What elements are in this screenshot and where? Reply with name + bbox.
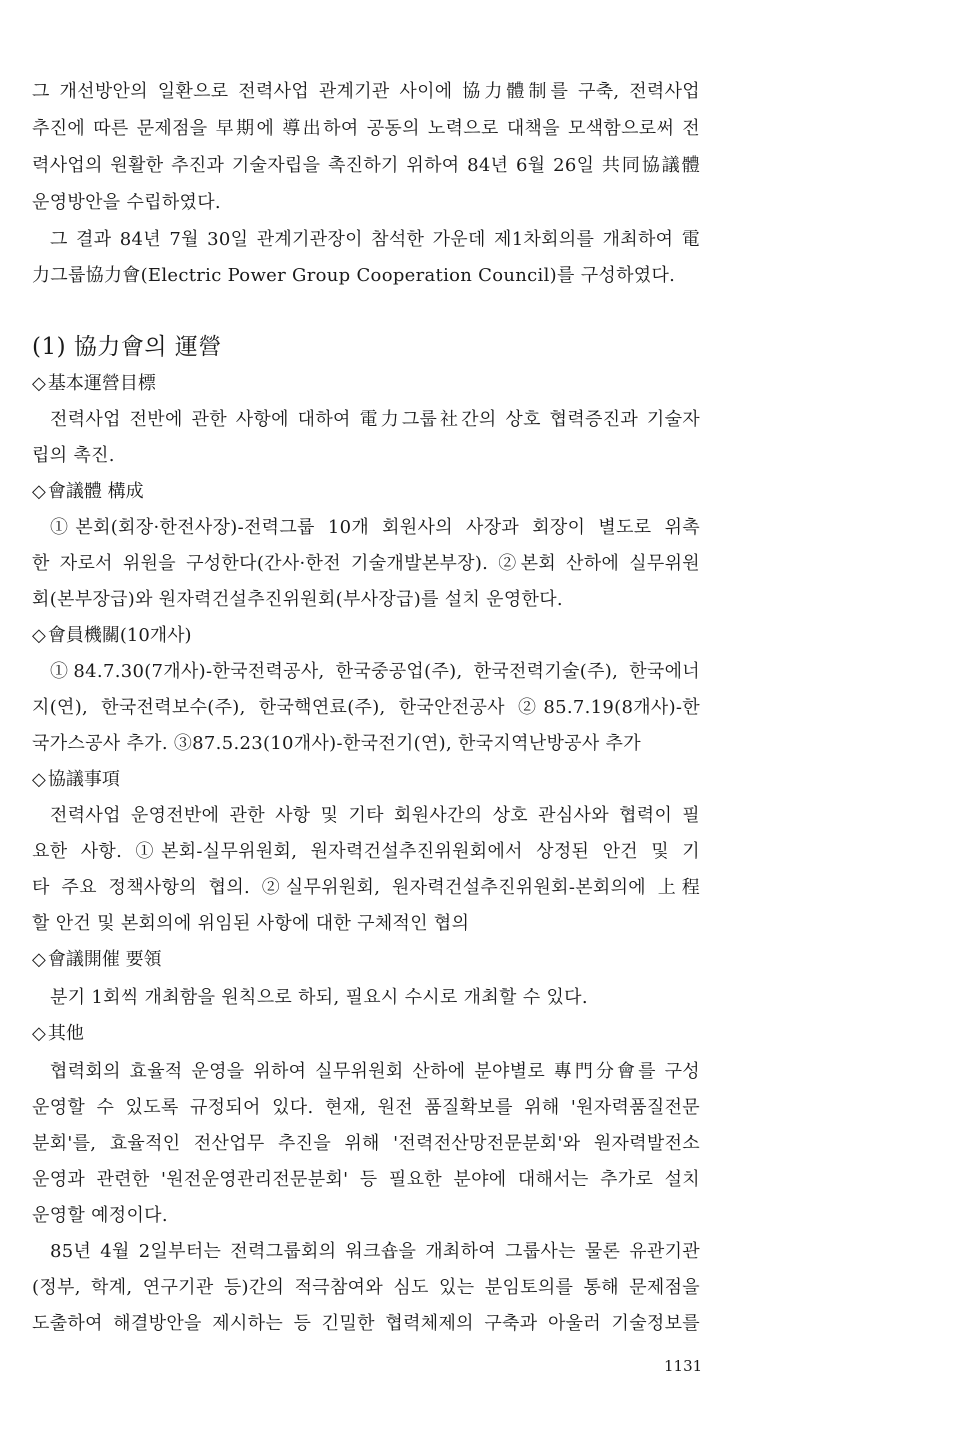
subsection-title xyxy=(32,480,144,504)
subsection-title-text: 協議事項 xyxy=(47,769,120,790)
diamond-icon: ◇ xyxy=(32,1023,46,1044)
body-text-line: 할 안건 및 본회의에 위임된 사항에 대한 구체적인 협의 xyxy=(32,913,470,934)
subsection-title-text: 會員機關(10개사) xyxy=(47,625,192,646)
page-number: 1131 xyxy=(664,1357,703,1375)
body-text-line: 추진에 따른 문제점을 早期에 導出하여 공동의 노력으로 대책을 모색함으로써 전 xyxy=(32,118,700,139)
body-text-line: 도출하여 해결방안을 제시하는 등 긴밀한 협력체제의 구축과 아울러 기술정보를 xyxy=(32,1313,700,1334)
section-heading: (1) 協力會의 運營 xyxy=(32,334,222,360)
subsection-title-text: 會議開催 要領 xyxy=(47,949,162,970)
body-text-line: 전력사업 전반에 관한 사항에 대하여 電力그룹社간의 상호 협력증진과 기술자 xyxy=(50,409,700,430)
body-text-line: 전력사업 운영전반에 관한 사항 및 기타 회원사간의 상호 관심사와 협력이 필 xyxy=(50,805,700,826)
body-text-line: 회(본부장급)와 원자력건설추진위원회(부사장급)를 설치 운영한다. xyxy=(32,589,563,610)
body-text-line: 운영과 관련한 '원전운영관리전문분회' 등 필요한 분야에 대해서는 추가로 설치 xyxy=(32,1169,700,1190)
subsection-title-text: 會議體 構成 xyxy=(47,481,144,502)
subsection-title-text: 基本運營目標 xyxy=(47,373,156,394)
subsection-title xyxy=(32,1022,84,1046)
body-text-line: (정부, 학계, 연구기관 등)간의 적극참여와 심도 있는 분임토의를 통해 문제점을 xyxy=(32,1277,700,1298)
body-text-line: 분기 1회씩 개최함을 원칙으로 하되, 필요시 수시로 개최할 수 있다. xyxy=(50,987,588,1008)
subsection-title-text: 其他 xyxy=(47,1023,84,1044)
body-text-line: 그 결과 84년 7월 30일 관계기관장이 참석한 가운데 제1차회의를 개최하여 電 xyxy=(50,229,700,250)
body-text-line: 분회'를, 효율적인 전산업무 추진을 위해 '전력전산망전문분회'와 원자력발전소 xyxy=(32,1133,700,1154)
subsection-title xyxy=(32,768,120,792)
diamond-icon: ◇ xyxy=(32,625,46,646)
body-text-line: 국가스공사 추가. ③87.5.23(10개사)-한국전기(연), 한국지역난방공사 추가 xyxy=(32,733,641,754)
body-text-line: 지(연), 한국전력보수(주), 한국핵연료(주), 한국안전공사 ②85.7.19(8개사)-한 xyxy=(32,697,700,718)
body-text-line: 립의 촉진. xyxy=(32,445,115,466)
diamond-icon: ◇ xyxy=(32,373,46,394)
body-text-line: ①84.7.30(7개사)-한국전력공사, 한국중공업(주), 한국전력기술(주), 한국에너 xyxy=(50,661,700,682)
body-text-line: 85년 4월 2일부터는 전력그룹회의 워크숍을 개최하여 그룹사는 물론 유관기관 xyxy=(50,1241,700,1262)
diamond-icon: ◇ xyxy=(32,949,46,970)
body-text-line: 한 자로서 위원을 구성한다(간사·한전 기술개발본부장). ②본회 산하에 실무위원 xyxy=(32,553,700,574)
subsection-title xyxy=(32,624,192,648)
body-text-line: 그 개선방안의 일환으로 전력사업 관계기관 사이에 協力體制를 구축, 전력사업 xyxy=(32,81,700,102)
body-text-line: 운영할 수 있도록 규정되어 있다. 현재, 원전 품질확보를 위해 '원자력품질전문 xyxy=(32,1097,700,1118)
body-text-line: 운영할 예정이다. xyxy=(32,1205,168,1226)
body-text-line: 협력회의 효율적 운영을 위하여 실무위원회 산하에 분야별로 專門分會를 구성 xyxy=(50,1061,700,1082)
subsection-title xyxy=(32,372,156,396)
diamond-icon: ◇ xyxy=(32,481,46,502)
body-text-line: 力그룹協力會(Electric Power Group Cooperation Council)를 구성하였다. xyxy=(32,265,676,286)
subsection-title xyxy=(32,948,162,972)
body-text-line: 요한 사항. ①본회-실무위원회, 원자력건설추진위원회에서 상정된 안건 및 기 xyxy=(32,841,700,862)
diamond-icon: ◇ xyxy=(32,769,46,790)
body-text-line: 타 주요 정책사항의 협의. ②실무위원회, 원자력건설추진위원회-본회의에 上程 xyxy=(32,877,700,898)
body-text-line: 운영방안을 수립하였다. xyxy=(32,192,221,213)
body-text-line: 력사업의 원활한 추진과 기술자립을 촉진하기 위하여 84년 6월 26일 共同協議體 xyxy=(32,155,700,176)
body-text-line: ①본회(회장·한전사장)-전력그룹 10개 회원사의 사장과 회장이 별도로 위촉 xyxy=(50,517,700,538)
